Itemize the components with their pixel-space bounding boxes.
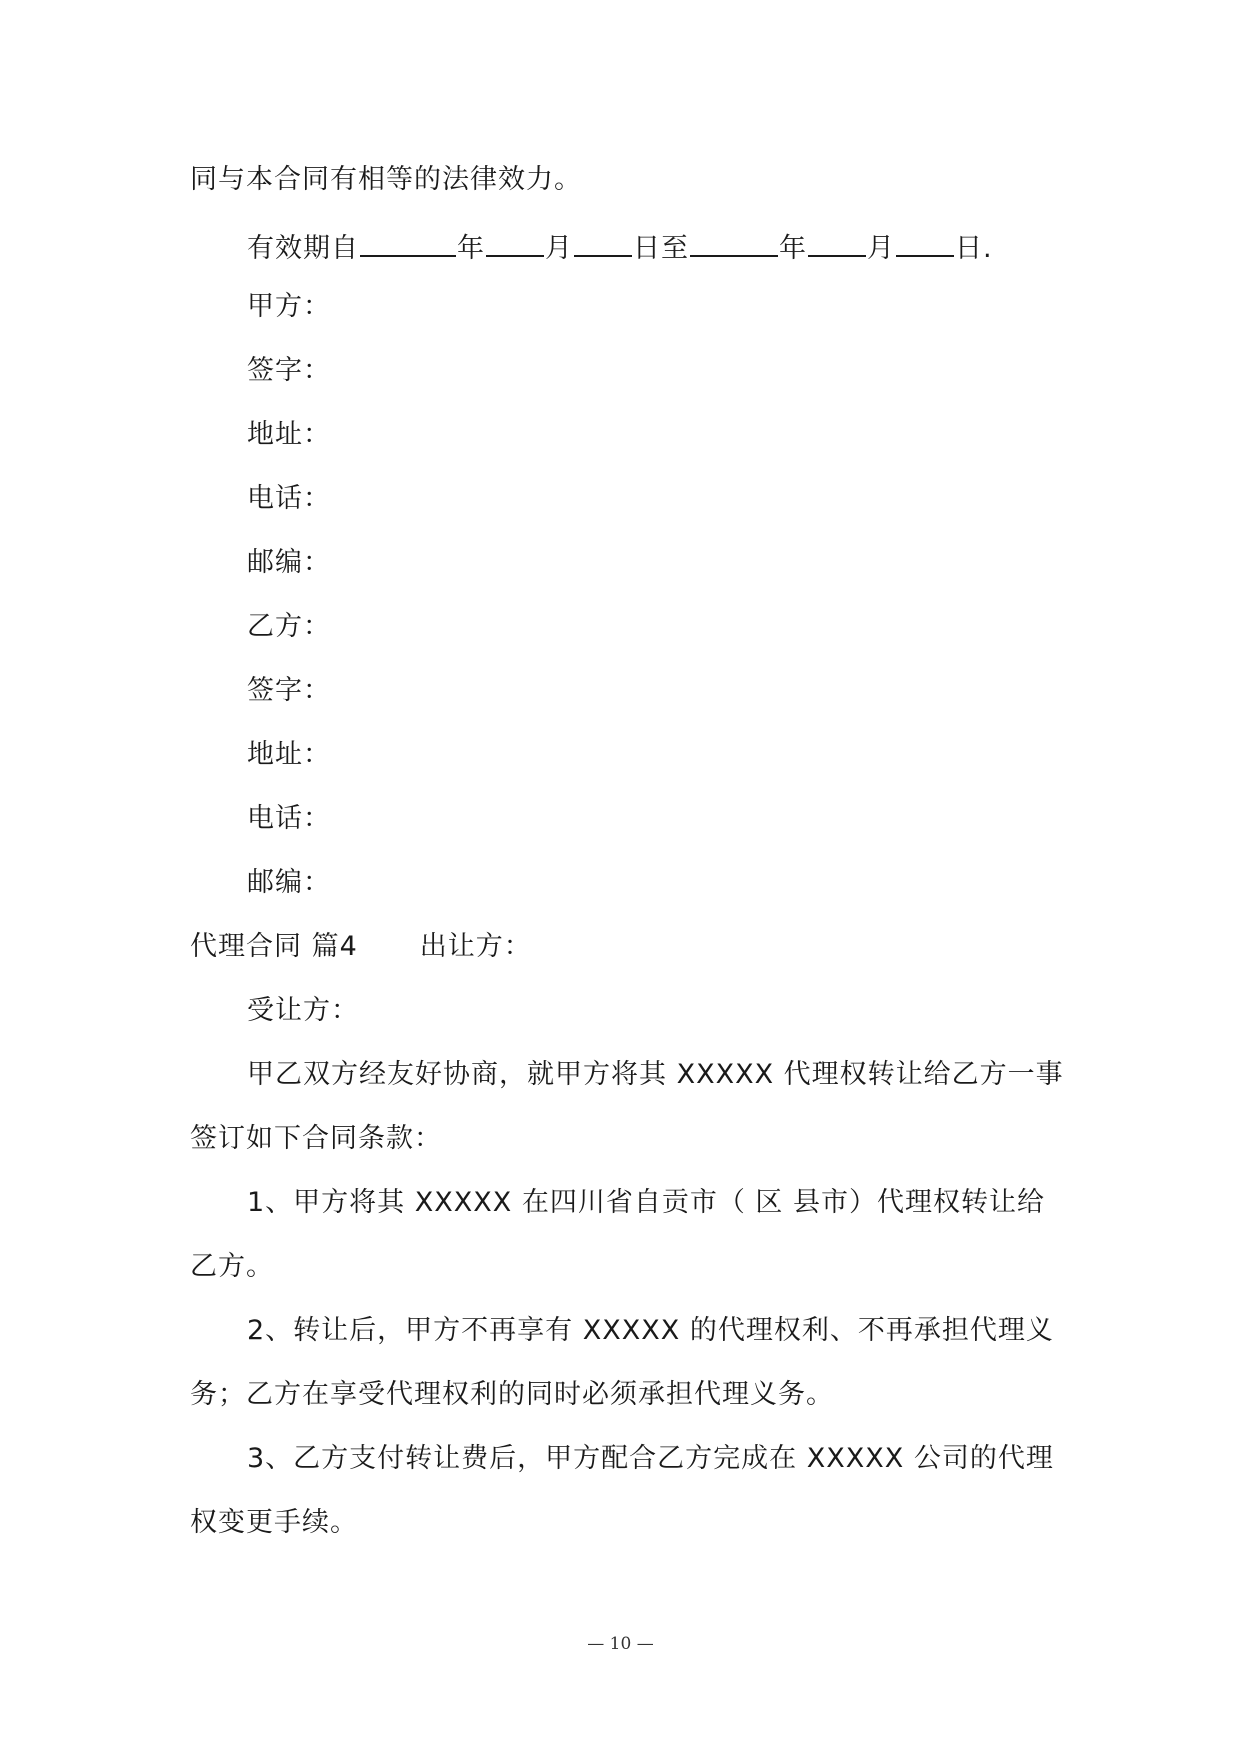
party-b-postcode-label: 邮编： <box>247 867 331 898</box>
page-number: — 10 — <box>587 1634 654 1654</box>
party-b-phone-label: 电话： <box>247 803 331 834</box>
party-a-address-label: 地址： <box>247 419 331 450</box>
party-a-label: 甲方： <box>247 291 331 322</box>
clause-1-line-1: 1、甲方将其 XXXXX 在四川省自贡市（ 区 县市）代理权转让给 <box>247 1187 1045 1218</box>
party-b-address-label: 地址： <box>247 739 331 770</box>
party-b-label: 乙方： <box>247 611 331 642</box>
year-label-2: 年 <box>779 233 807 264</box>
clause-1-line-2: 乙方。 <box>190 1251 274 1282</box>
day-to-label: 日至 <box>633 233 689 264</box>
validity-period-line <box>247 225 993 267</box>
clause-3-line-1: 3、乙方支付转让费后，甲方配合乙方完成在 XXXXX 公司的代理 <box>247 1443 1054 1474</box>
transferor-label: 出让方： <box>419 931 532 962</box>
section-heading-line <box>190 929 532 965</box>
party-a-phone-label: 电话： <box>247 483 331 514</box>
month-blank-1 <box>486 225 544 257</box>
intro-paragraph-line-1: 甲乙双方经友好协商，就甲方将其 XXXXX 代理权转让给乙方一事 <box>247 1059 1064 1090</box>
intro-paragraph-line-2: 签订如下合同条款： <box>190 1123 442 1154</box>
validity-prefix: 有效期自 <box>247 233 359 264</box>
year-blank-2 <box>690 225 778 257</box>
month-blank-2 <box>808 225 866 257</box>
month-label-1: 月 <box>545 233 573 264</box>
day-blank-2 <box>896 225 954 257</box>
clause-2-line-1: 2、转让后，甲方不再享有 XXXXX 的代理权利、不再承担代理义 <box>247 1315 1054 1346</box>
party-a-sign-label: 签字： <box>247 355 331 386</box>
year-blank-1 <box>360 225 456 257</box>
clause-2-line-2: 务；乙方在享受代理权利的同时必须承担代理义务。 <box>190 1379 834 1410</box>
day-blank-1 <box>574 225 632 257</box>
clause-3-line-2: 权变更手续。 <box>190 1507 358 1538</box>
party-b-sign-label: 签字： <box>247 675 331 706</box>
month-label-2: 月 <box>867 233 895 264</box>
section-heading: 代理合同 篇4 <box>190 931 358 962</box>
transferee-label: 受让方： <box>247 995 359 1026</box>
continuation-text: 同与本合同有相等的法律效力。 <box>190 164 582 195</box>
party-a-postcode-label: 邮编： <box>247 547 331 578</box>
year-label-1: 年 <box>457 233 485 264</box>
day-end-label: 日. <box>955 233 993 264</box>
